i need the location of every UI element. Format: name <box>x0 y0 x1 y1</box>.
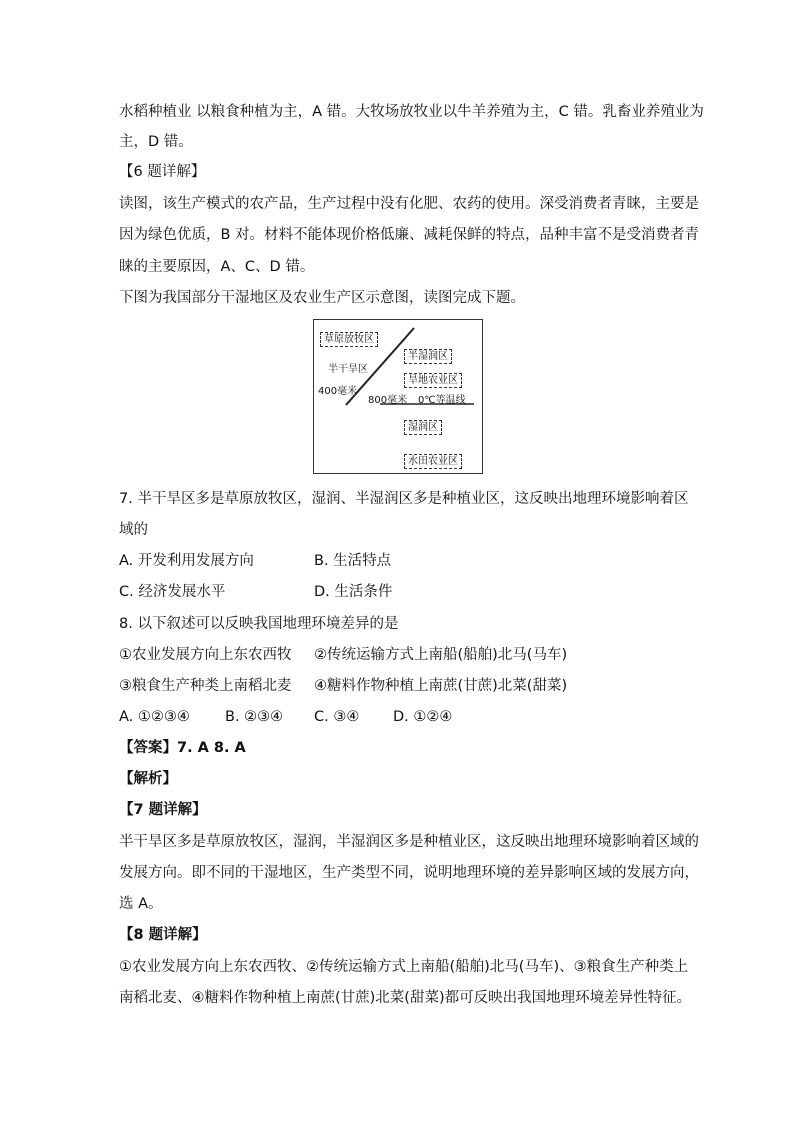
section-heading-q6: 【6 题详解】 <box>119 164 206 180</box>
analysis-heading: 【解析】 <box>119 771 177 787</box>
label-dryfarm-zone: 旱地农业区 <box>404 373 462 388</box>
q8-option-c: C. ③④ <box>314 709 360 725</box>
section-heading-q7: 【7 题详解】 <box>119 802 207 818</box>
paragraph-line: 选 A。 <box>119 896 163 912</box>
q7-option-c: C. 经济发展水平 <box>119 584 226 600</box>
label-semiarid-zone: 半干旱区 <box>328 364 368 375</box>
paragraph-line: 因为绿色优质，B 对。材料不能体现价格低廉、减耗保鲜的特点，品种丰富不是受消费者青 <box>119 227 700 243</box>
q7-option-d: D. 生活条件 <box>314 584 393 600</box>
paragraph-line: 水稻种植业 以粮食种植为主，A 错。大牧场放牧业以牛羊养殖为主，C 错。乳畜业养殖业为 <box>119 104 704 120</box>
paragraph-line: 发展方向。即不同的干湿地区，生产类型不同，说明地理环境的差异影响区域的发展方向， <box>119 865 699 881</box>
label-grassland-zone: 草原放牧区 <box>320 332 378 347</box>
paragraph-line: 半干旱区多是草原放牧区，湿润，半湿润区多是种植业区，这反映出地理环境影响着区域的 <box>119 834 699 850</box>
q8-statement-2: ②传统运输方式上南船(船舶)北马(马车) <box>314 647 568 663</box>
paragraph-line: ①农业发展方向上东农西牧、②传统运输方式上南船(船舶)北马(马车)、③粮食生产种类上 <box>119 959 689 975</box>
label-400mm: 400毫米 <box>318 386 358 397</box>
label-800mm: 800毫米 <box>368 395 408 406</box>
section-heading-q8: 【8 题详解】 <box>119 927 207 943</box>
question-8-stem: 8. 以下叙述可以反映我国地理环境差异的是 <box>119 616 399 632</box>
paragraph-line: 睐的主要原因，A、C、D 错。 <box>119 259 315 275</box>
paragraph-line: 读图，该生产模式的农产品，生产过程中没有化肥、农药的使用。深受消费者青睐，主要是 <box>119 196 699 212</box>
q8-statement-4: ④糖料作物种植上南蔗(甘蔗)北菜(甜菜) <box>314 678 568 694</box>
q8-statement-3: ③粮食生产种类上南稻北麦 <box>119 678 292 694</box>
paragraph-line: 南稻北麦、④糖料作物种植上南蔗(甘蔗)北菜(甜菜)都可反映出我国地理环境差异性特征。 <box>119 990 692 1006</box>
q8-option-a: A. ①②③④ <box>119 709 190 725</box>
figure-intro: 下图为我国部分干湿地区及农业生产区示意图，读图完成下题。 <box>119 290 525 306</box>
paragraph-line: 主，D 错。 <box>119 134 193 150</box>
dry-wet-region-diagram <box>313 319 483 474</box>
answer-line: 【答案】7. A 8. A <box>119 740 246 756</box>
q8-option-d: D. ①②④ <box>393 709 453 725</box>
q8-statement-1: ①农业发展方向上东农西牧 <box>119 647 292 663</box>
q8-option-b: B. ②③④ <box>225 709 284 725</box>
label-semihumid-zone: 半湿润区 <box>404 349 452 364</box>
label-paddy-zone: 水田农业区 <box>404 454 462 469</box>
label-zero-isotherm: 0℃等温线 <box>418 395 466 406</box>
q7-option-a: A. 开发利用发展方向 <box>119 553 254 569</box>
question-7-stem: 7. 半干旱区多是草原放牧区，湿润、半湿润区多是种植业区，这反映出地理环境影响着区 <box>119 491 689 507</box>
q7-option-b: B. 生活特点 <box>314 553 392 569</box>
label-humid-zone: 湿润区 <box>404 420 442 435</box>
question-7-stem: 域的 <box>119 522 148 538</box>
